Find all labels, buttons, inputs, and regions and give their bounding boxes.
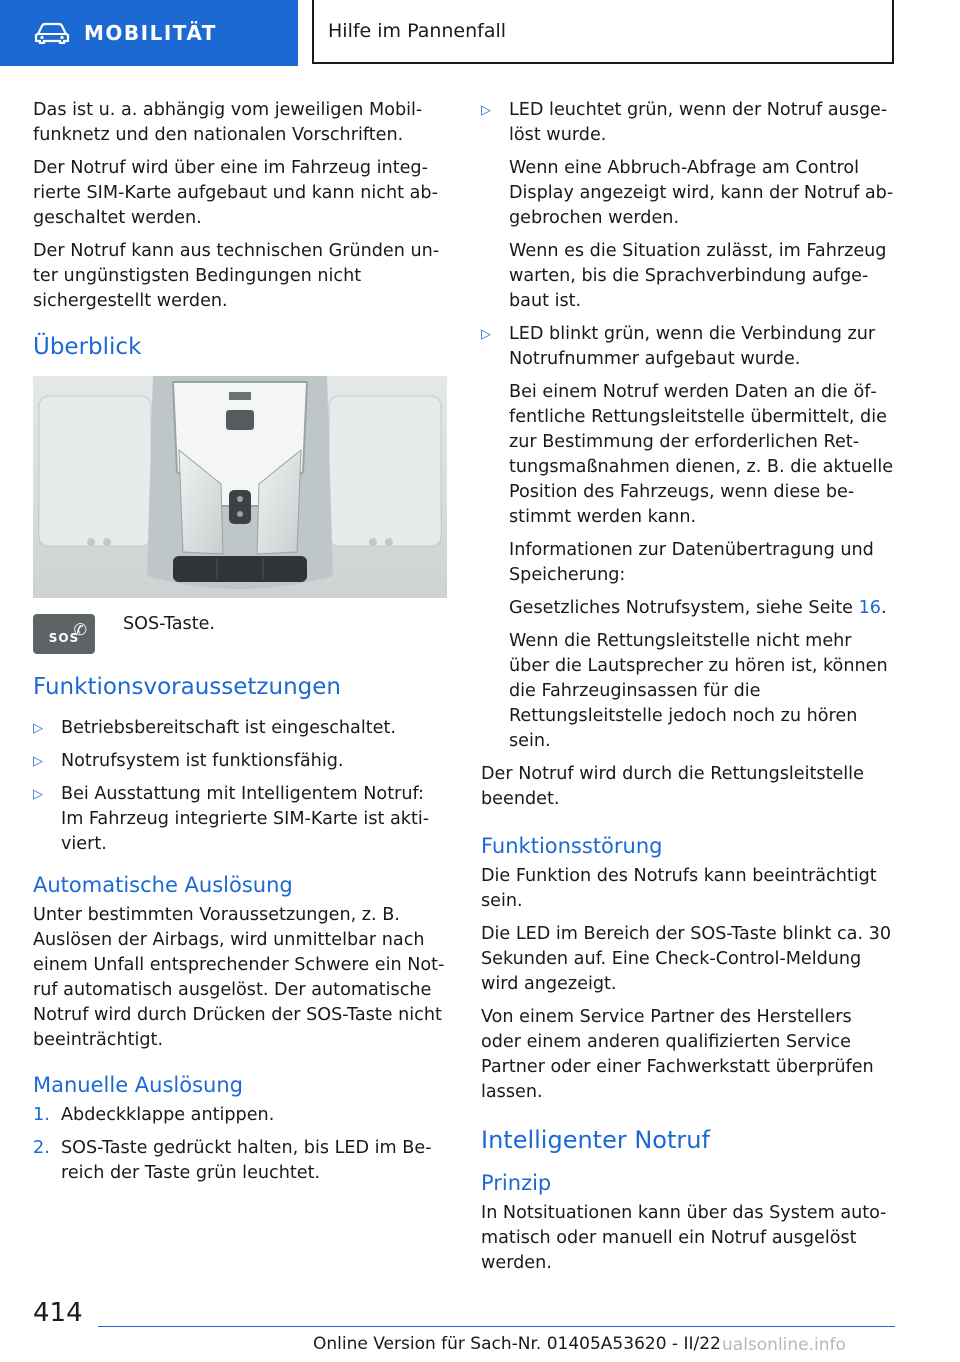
- triangle-bullet-icon: ▷: [481, 103, 491, 118]
- footer-divider: [98, 1326, 895, 1327]
- list-item-text: Betriebsbereitschaft ist eingeschaltet.: [61, 718, 396, 738]
- paragraph: Der Notruf wird über eine im Fahrzeug integrierte SIM-Karte aufgebaut und kann nicht abgeschaltet werden.: [33, 158, 438, 228]
- sos-key-label: SOS-Taste.: [123, 614, 216, 634]
- left-column: [33, 98, 445, 1194]
- heading-overview: Überblick: [33, 334, 142, 360]
- list-item: [481, 98, 895, 314]
- list-item-text: SOS-Taste gedrückt halten, bis LED im Bereich der Taste grün leuchtet.: [61, 1138, 432, 1183]
- heading-intelligent-emergency-call: Intelligenter Notruf: [481, 1126, 710, 1154]
- heading-manual-trigger: Manuelle Auslösung: [33, 1073, 243, 1097]
- step-number: 1.: [33, 1105, 50, 1125]
- paragraph: Die LED im Bereich der SOS-Taste blinkt ca. 30 Sekunden auf. Eine Check-Control-Meldung wird angezeigt.: [481, 924, 892, 994]
- triangle-bullet-icon: ▷: [33, 721, 43, 736]
- list-item-text: Bei Ausstattung mit Intelligentem Notruf: Im Fahrzeug integrierte SIM-Karte ist aktiviert.: [61, 784, 430, 854]
- list-item-text: LED blinkt grün, wenn die Verbindung zur Notrufnummer aufgebaut wurde.: [509, 324, 876, 369]
- overhead-console-illustration: [33, 376, 447, 598]
- paragraph: Unter bestimmten Voraussetzungen, z. B. Auslösen der Airbags, wird unmittelbar nach einem Unfall entsprechender Schwere ein Notruf automatisch ausgelöst. Der automatische Notruf wird durch Drücken der SOS-Taste nicht beeinträchtigt.: [33, 905, 445, 1050]
- chapter-title-text: Hilfe im Pannenfall: [328, 20, 507, 42]
- overhead-console-image: [33, 376, 447, 598]
- page-link[interactable]: 16: [858, 598, 881, 618]
- cross-reference-text: Gesetzliches Notrufsystem, siehe Seite: [509, 598, 854, 618]
- list-item: [33, 716, 445, 741]
- triangle-bullet-icon: ▷: [33, 787, 43, 802]
- paragraph: Der Notruf kann aus technischen Gründen unter ungünstigsten Bedingungen nicht sichergestellt werden.: [33, 241, 440, 311]
- list-item-continuation: Bei einem Notruf werden Daten an die öffentliche Rettungsleitstelle übermittelt, die zur Bestimmung der erforderlichen Rettungsmaßnahmen dienen, z. B. die aktuelle Position des Fahrzeugs, wenn diese bestimmt werden kann.: [509, 382, 894, 527]
- list-item-continuation: Wenn eine Abbruch-Abfrage am Control Display angezeigt wird, kann der Notruf abgebrochen werden.: [509, 158, 894, 228]
- paragraph: Die Funktion des Notrufs kann beeinträchtigt sein.: [481, 866, 877, 911]
- heading-principle: Prinzip: [481, 1171, 552, 1195]
- paragraph: In Notsituationen kann über das System automatisch oder manuell ein Notruf ausgelöst werden.: [481, 1203, 887, 1273]
- steps-list: [33, 1103, 445, 1186]
- chapter-title: [312, 0, 894, 64]
- header-tab-label: MOBILITÄT: [84, 21, 217, 45]
- paragraph: Der Notruf wird durch die Rettungsleitstelle beendet.: [481, 764, 864, 809]
- page-number: 414: [33, 1298, 83, 1328]
- sos-icon-text: SOS: [48, 631, 80, 645]
- list-item-continuation: [509, 596, 895, 621]
- right-column: [481, 98, 895, 1284]
- heading-automatic-trigger: Automatische Auslösung: [33, 873, 293, 897]
- list-item: [33, 1136, 445, 1186]
- list-item: [33, 782, 445, 857]
- car-icon: [34, 22, 70, 44]
- heading-conditions: Funktionsvoraussetzungen: [33, 674, 341, 700]
- list-item-continuation: Wenn es die Situation zulässt, im Fahrzeug warten, bis die Sprachverbindung aufgebaut ist.: [509, 241, 887, 311]
- sos-key-legend: [33, 612, 445, 654]
- watermark-text: ualsonline.info: [722, 1335, 846, 1355]
- list-item-continuation: Informationen zur Datenübertragung und Speicherung:: [509, 540, 874, 585]
- step-number: 2.: [33, 1138, 50, 1158]
- triangle-bullet-icon: ▷: [481, 327, 491, 342]
- list-item: [33, 749, 445, 774]
- heading-malfunction: Funktionsstörung: [481, 834, 663, 858]
- punctuation: .: [881, 598, 887, 618]
- triangle-bullet-icon: ▷: [33, 754, 43, 769]
- footer-version-text: Online Version für Sach-Nr. 01405A53620 - II/22: [313, 1334, 721, 1354]
- header-tab-mobility[interactable]: [0, 0, 298, 66]
- list-item-continuation: Wenn die Rettungsleitstelle nicht mehr über die Lautsprecher zu hören ist, können die Fahrzeuginsassen für die Rettungsleitstelle jedoch noch zu hören sein.: [509, 631, 888, 751]
- list-item: [481, 322, 895, 754]
- led-status-list: [481, 98, 895, 754]
- phone-icon: ✆: [73, 620, 87, 639]
- sos-phone-icon: [33, 614, 95, 654]
- list-item-text: Notrufsystem ist funktionsfähig.: [61, 751, 344, 771]
- paragraph: Von einem Service Partner des Herstellers oder einem anderen qualifizierten Service Partner oder einer Fachwerkstatt überprüfen lassen.: [481, 1007, 874, 1102]
- list-item-text: Abdeckklappe antippen.: [61, 1105, 275, 1125]
- conditions-list: [33, 716, 445, 857]
- list-item-text: LED leuchtet grün, wenn der Notruf ausgelöst wurde.: [509, 100, 888, 145]
- list-item: [33, 1103, 445, 1128]
- paragraph: Das ist u. a. abhängig vom jeweiligen Mobilfunknetz und den nationalen Vorschriften.: [33, 100, 423, 145]
